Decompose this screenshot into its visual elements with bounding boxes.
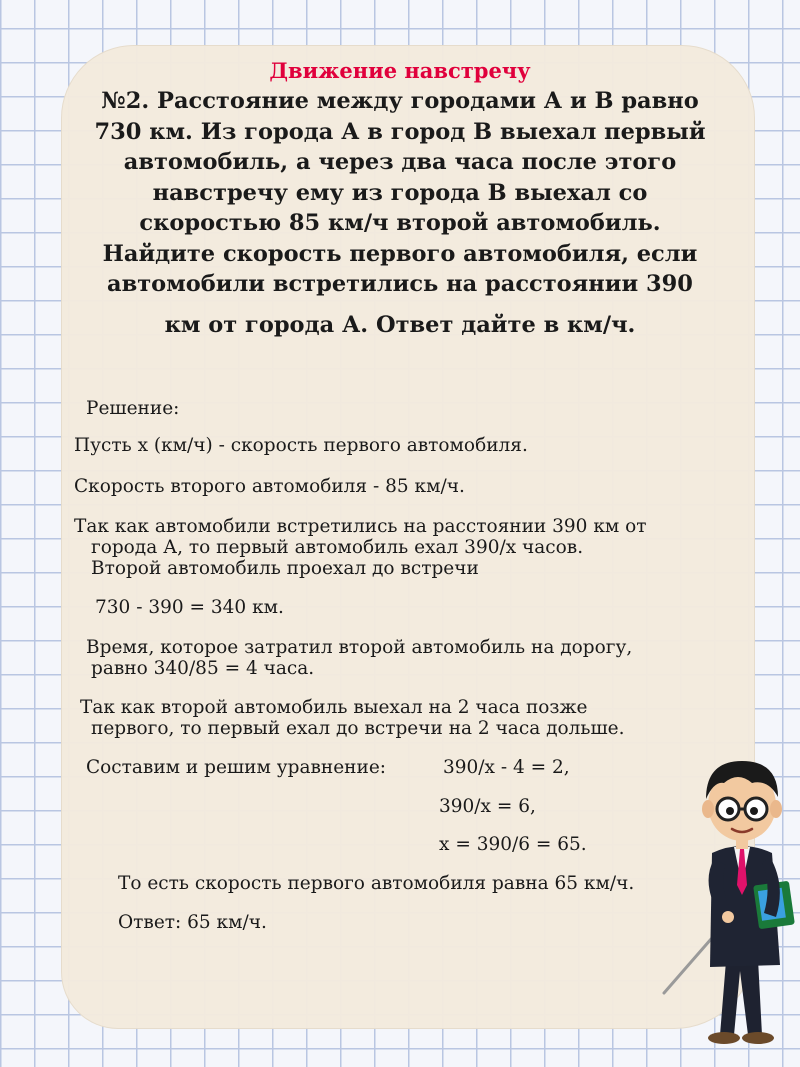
solution-line: Пусть х (км/ч) - скорость первого автомобиля. [74,435,528,456]
solution-line: равно 340/85 = 4 часа. [91,658,315,679]
solution-line: То есть скорость первого автомобиля равна 65 км/ч. [118,873,635,894]
solution-line: Время, которое затратил второй автомобиль на дорогу, [86,637,633,658]
page-title: Движение навстречу [269,58,531,83]
solution-line: Составим и решим уравнение: [86,757,387,778]
solution-line: Так как автомобили встретились на расстоянии 390 км от [74,516,647,537]
answer-line: Ответ: 65 км/ч. [118,912,267,933]
solution-line: первого, то первый ехал до встречи на 2 часа дольше. [91,718,625,739]
equation-line: х = 390/6 = 65. [439,834,587,855]
solution-heading: Решение: [86,398,180,419]
equation-line: 390/х = 6, [439,796,536,817]
solution-line: Так как второй автомобиль выехал на 2 часа позже [80,697,588,718]
solution-line: 730 - 390 = 340 км. [95,597,284,618]
problem-statement: №2. Расстояние между городами А и В равно 730 км. Из города А в город В выехал первый автомобиль, а через два часа после этого навстречу ему из города В выехал со скоростью 85 км/ч второй автомобиль. Найдите скорость первого автомобиля, если автомобили встретились на расстоянии 390 [94,88,706,297]
problem-statement-end: км от города А. Ответ дайте в км/ч. [164,311,636,338]
solution-line: Второй автомобиль проехал до встречи [91,558,479,579]
teacher-boy-illustration [660,735,800,1055]
problem-header [60,56,740,340]
solution-line: Скорость второго автомобиля - 85 км/ч. [74,476,465,497]
solution-line: города А, то первый автомобиль ехал 390/х часов. [91,537,584,558]
equation-line: 390/х - 4 = 2, [443,757,570,778]
